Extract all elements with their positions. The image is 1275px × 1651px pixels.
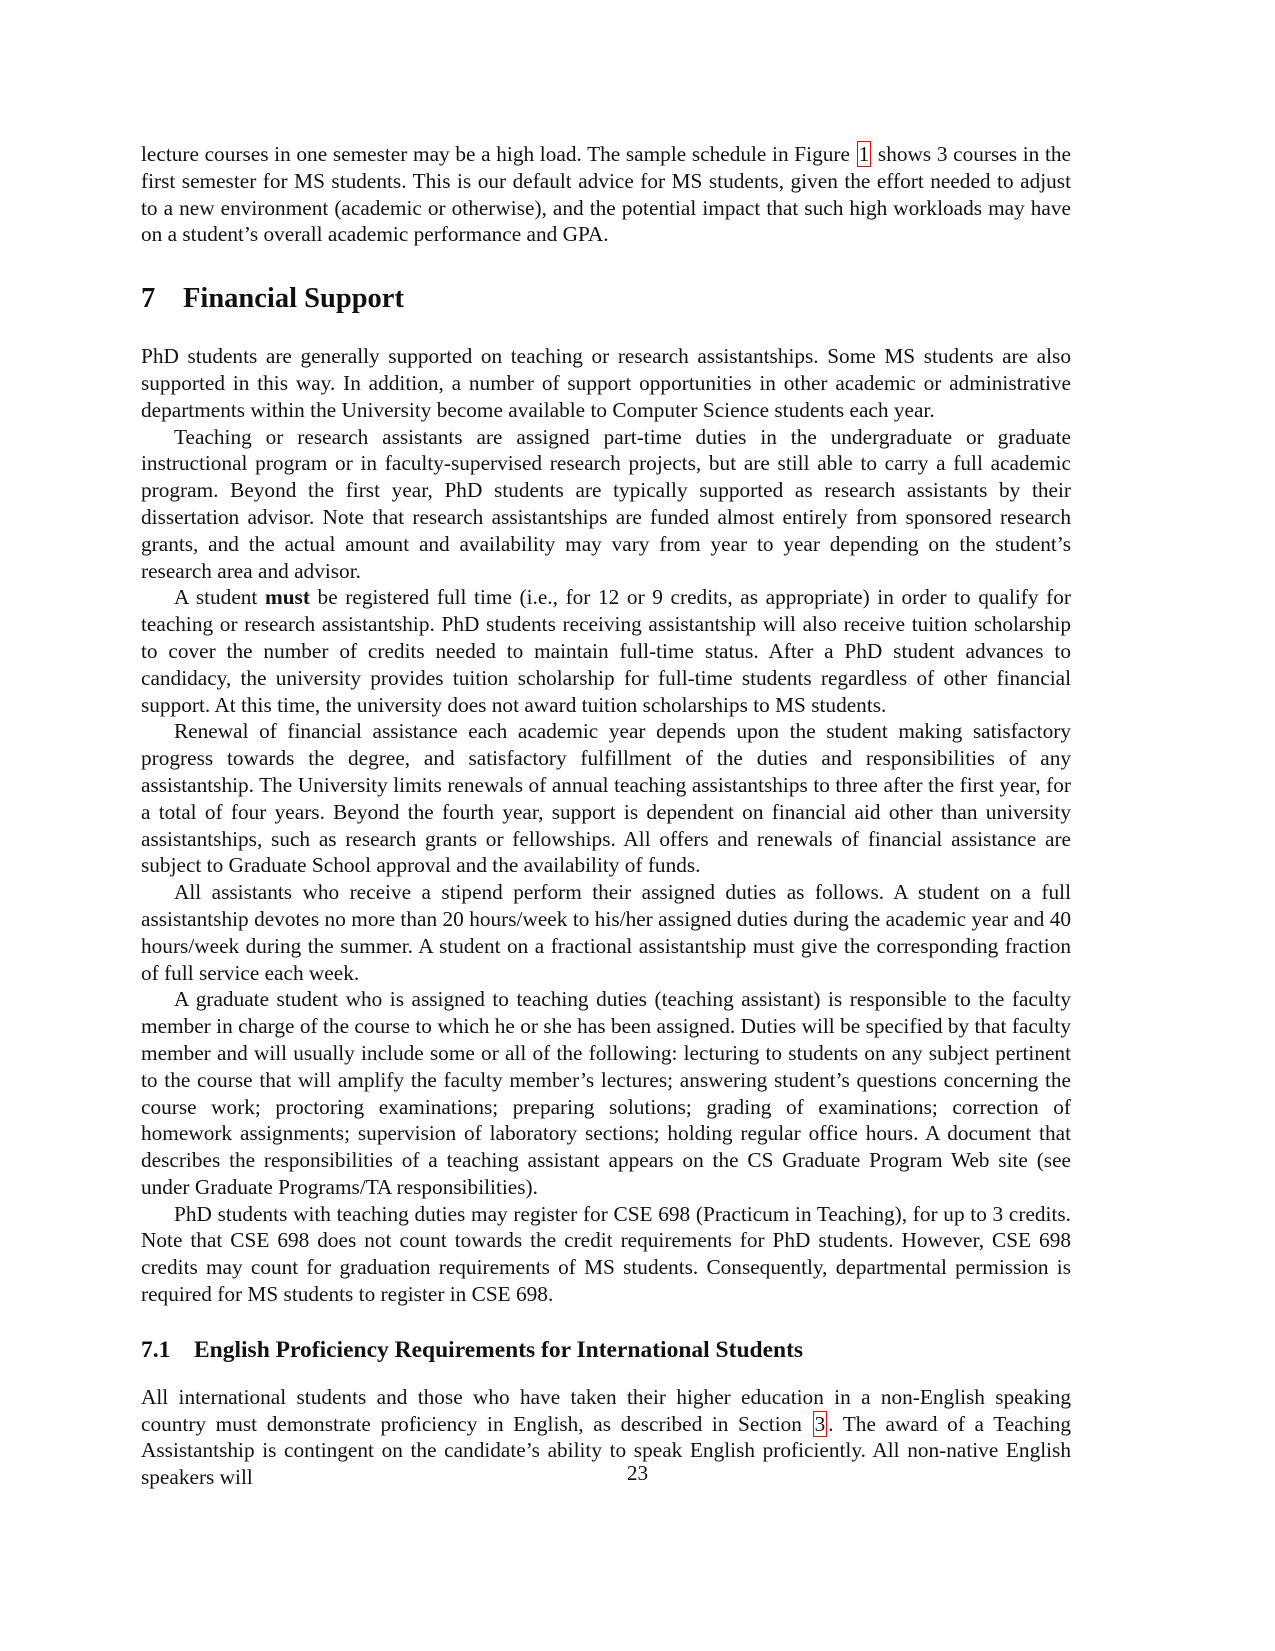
paragraph: All assistants who receive a stipend perform their assigned duties as follows. A student on a full assistantship devotes no more than 20 hours/week to his/her assigned duties during the academic year and 40 hours/week during the summer. A student on a fractional assistantship must give the corresponding fraction of full service each week. [141, 880, 1071, 985]
section-heading [141, 282, 1071, 316]
paragraph: All international students and those who have taken their higher education in a non-English speaking country must demonstrate proficiency in English, as described in Section 3 . The award of a Teaching Assistantship is contingent on the candidate’s ability to speak English proficiently. All non-native English speakers will [141, 1384, 1071, 1490]
paragraph: A student must be registered full time (i.e., for 12 or 9 credits, as appropriate) in order to qualify for teaching or research assistantship. PhD students receiving assistantship will also receive tuition scholarship to cover the number of credits needed to maintain full-time status. After a PhD student advances to candidacy, the university provides tuition scholarship for full-time students regardless of other financial support. At this time, the university does not award tuition scholarships to MS students. [141, 585, 1071, 717]
emphasis: must [264, 585, 310, 610]
paragraph: PhD students with teaching duties may register for CSE 698 (Practicum in Teaching), for up to 3 credits. Note that CSE 698 does not count towards the credit requirements for PhD students. However, CSE 698 credits may count for graduation requirements of MS students. Consequently, departmental permission is required for MS students to register in CSE 698. [141, 1201, 1071, 1307]
subsection-heading [141, 1336, 1071, 1364]
paragraph: PhD students are generally supported on teaching or research assistantships. Some MS students are also supported in this way. In addition, a number of support opportunities in other academic or administrative departments within the University become available to Computer Science students each year. [141, 344, 1071, 422]
intro-paragraph: lecture courses in one semester may be a high load. The sample schedule in Figure 1 shows 3 courses in the first semester for MS students. This is our default advice for MS students, given the effort needed to adjust to a new environment (academic or otherwise), and the potential impact that such high workloads may have on a student’s overall academic performance and GPA. [141, 142, 1071, 247]
subsection-number: 7.1 [141, 1336, 171, 1363]
section-reference-link[interactable]: 3 [814, 1411, 826, 1436]
paragraph: A graduate student who is assigned to teaching duties (teaching assistant) is responsible to the faculty member in charge of the course to which he or she has been assigned. Duties will be specified by that faculty member and will usually include some or all of the following: lecturing to students on any subject pertinent to the course that will amplify the faculty member’s lectures; answering student’s questions concerning the course work; proctoring examinations; preparing solutions; grading of examinations; correction of homework assignments; supervision of laboratory sections; holding regular office hours. A document that describes the responsibilities of a teaching assistant appears on the CS Graduate Program Web site (see under Graduate Programs/TA responsibilities). [141, 987, 1071, 1199]
paragraph: Teaching or research assistants are assigned part-time duties in the undergraduate or graduate instructional program or in faculty-supervised research projects, but are still able to carry a full academic program. Beyond the first year, PhD students are typically supported as research assistants by their dissertation advisor. Note that research assistantships are funded almost entirely from sponsored research grants, and the actual amount and availability may vary from year to year depending on the student’s research area and advisor. [141, 424, 1071, 583]
section-title: Financial Support [183, 283, 404, 315]
subsection-title: English Proficiency Requirements for International Students [194, 1336, 804, 1363]
figure-reference-link[interactable]: 1 [858, 142, 870, 166]
paragraph: Renewal of financial assistance each academic year depends upon the student making satisfactory progress towards the degree, and satisfactory fulfillment of the duties and responsibilities of any assistantship. The University limits renewals of annual teaching assistantships to three after the first year, for a total of four years. Beyond the fourth year, support is dependent on financial aid other than university assistantships, such as research grants or fellowships. All offers and renewals of financial assistance are subject to Graduate School approval and the availability of funds. [141, 719, 1071, 878]
section-number: 7 [141, 283, 156, 315]
document-page [141, 141, 1071, 1491]
page-number: 23 [626, 1461, 649, 1485]
